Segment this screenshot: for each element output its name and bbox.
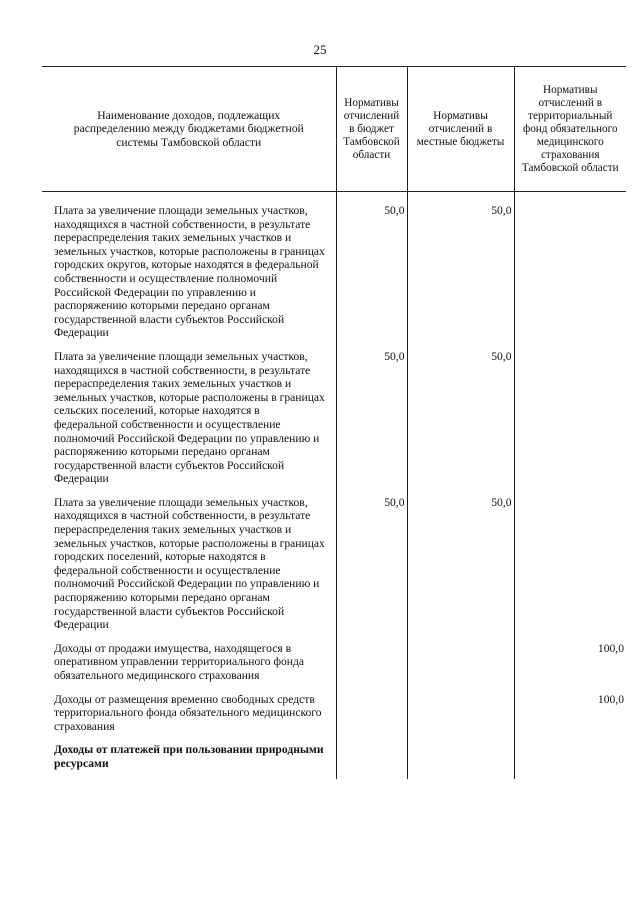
local-value — [407, 683, 514, 734]
regional-value: 50,0 — [336, 340, 407, 486]
fund-value — [514, 340, 626, 486]
table-row — [42, 192, 626, 340]
revenue-name: Доходы от размещения временно свободных средств территориального фонда обязательного медицинского страхования — [54, 692, 322, 733]
revenue-name: Плата за увеличение площади земельных участков, находящихся в частной собственности, в результате перераспределения таких земельных участков и земельных участков, которые расположены в границах городских округов, которые находятся в федеральной собственности и осуществление полномочий Российской Федерации по управлению и распоряжению которыми передано органам государственной власти субъектов Российской Федерации — [54, 204, 325, 340]
fund-value: 100,0 — [514, 632, 626, 683]
regional-value: 50,0 — [336, 486, 407, 632]
revenue-name: Доходы от продажи имущества, находящегося в оперативном управлении территориального фонда обязательного медицинского страхования — [54, 641, 305, 682]
fund-value — [514, 192, 626, 340]
regional-value — [336, 733, 407, 778]
fund-value — [514, 733, 626, 778]
regional-value: 50,0 — [336, 192, 407, 340]
revenue-distribution-table — [42, 66, 626, 779]
fund-value: 100,0 — [514, 683, 626, 734]
local-value — [407, 632, 514, 683]
table-row — [42, 683, 626, 734]
header-local-budgets: Нормативы отчислений в местные бюджеты — [407, 67, 514, 192]
local-value — [407, 733, 514, 778]
table-row — [42, 486, 626, 632]
local-value: 50,0 — [407, 340, 514, 486]
revenue-name: Плата за увеличение площади земельных участков, находящихся в частной собственности, в результате перераспределения таких земельных участков и земельных участков, которые расположены в границах городских поселений, которые находятся в федеральной собственности и осуществление полномочий Российской Федерации по управлению и распоряжению которыми передано органам государственной власти субъектов Российской Федерации — [54, 495, 325, 632]
local-value: 50,0 — [407, 192, 514, 340]
fund-value — [514, 486, 626, 632]
header-medical-insurance-fund: Нормативы отчислений в территориальный фонд обязательного медицинского страхования Тамбовской области — [514, 67, 626, 192]
local-value: 50,0 — [407, 486, 514, 632]
revenue-name: Плата за увеличение площади земельных участков, находящихся в частной собственности, в результате перераспределения таких земельных участков и земельных участков, которые расположены в границах сельских поселений, которые находятся в федеральной собственности и осуществление полномочий Российской Федерации по управлению и распоряжению которыми передано органам государственной власти субъектов Российской Федерации — [54, 349, 325, 486]
table-row — [42, 733, 626, 778]
header-revenue-name: Наименование доходов, подлежащих распределению между бюджетами бюджетной системы Тамбовской области — [42, 67, 336, 192]
table-row — [42, 632, 626, 683]
page-number: 25 — [313, 42, 327, 57]
table-header-row — [42, 67, 626, 192]
revenue-section-heading: Доходы от платежей при пользовании природными ресурсами — [54, 743, 324, 770]
regional-value — [336, 632, 407, 683]
header-regional-budget: Нормативы отчислений в бюджет Тамбовской области — [336, 67, 407, 192]
table-row — [42, 340, 626, 486]
regional-value — [336, 683, 407, 734]
